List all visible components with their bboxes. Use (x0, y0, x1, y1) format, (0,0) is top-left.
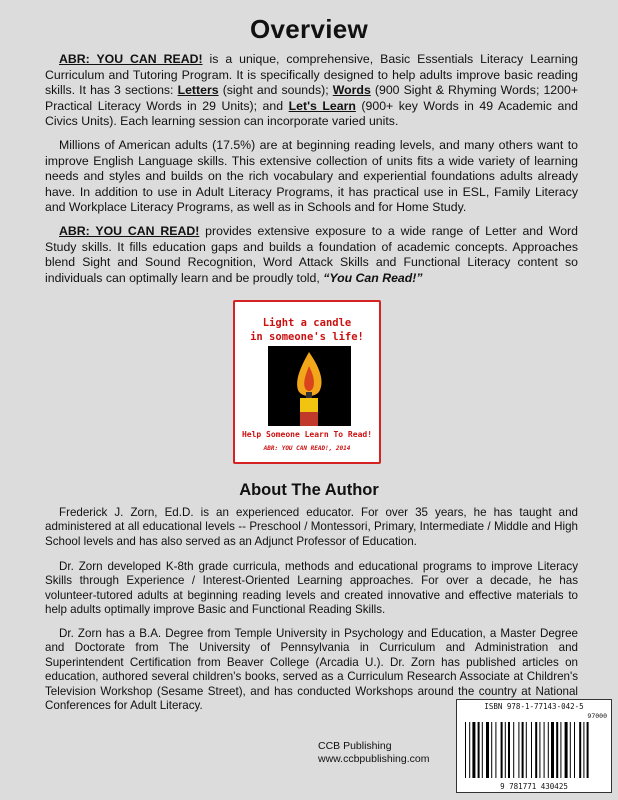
brand-name: ABR: YOU CAN READ! (59, 224, 200, 238)
poster-headline: Light a candle in someone's life! (250, 317, 364, 343)
barcode-bar (583, 722, 584, 778)
barcode-bar (587, 722, 589, 778)
candle-icon (268, 346, 351, 426)
poster-caption: ABR: YOU CAN READ!, 2014 (263, 445, 351, 452)
page-title: Overview (249, 14, 369, 44)
about-paragraph-2: Dr. Zorn developed K-8th grade curricula, methods and educational programs to improve Literacy Skills through Experience / Interest-Oriented Learning approaches. For over a decade, he has volunteer-tutored adults at beginning reading levels and created innovative and effective materials to help adults optimally improve Basic and Functional Reading Skills. (45, 560, 578, 617)
price-code: 97000 (587, 712, 607, 720)
barcode-bar (548, 722, 549, 778)
barcode-bar (526, 722, 527, 778)
barcode-bar (513, 722, 514, 778)
barcode-bar (544, 722, 545, 778)
barcode-bar (518, 722, 519, 778)
isbn-barcode (456, 699, 612, 793)
publisher-info (318, 740, 429, 766)
overview-paragraph-2: Millions of American adults (17.5%) are at beginning reading levels, and many others want to improve English Language skills. This extensive collection of units fits a wide variety of learning needs and styles and builds on the rich vocabulary and experiential foundations adults already have. In addition to use in Adult Literacy Programs, it has practical use in ESL, Family Literacy and Workplace Literacy Programs, as well as in Schools and for Home Study. (45, 138, 578, 215)
barcode-bar (469, 722, 470, 778)
barcode-bar (486, 722, 489, 778)
barcode-bar (472, 722, 475, 778)
section-lets-learn: Let's Learn (288, 98, 356, 113)
publisher-name: CCB Publishing (318, 740, 392, 752)
isbn-text: ISBN 978-1-77143-042-5 (484, 702, 584, 711)
overview-paragraph-3: ABR: YOU CAN READ! provides extensive exposure to a wide range of Letter and Word Study skills. It fills education gaps and builds a foundation of academic concepts. Approaches blend Sight and Sound Recognition, Word Attack Skills and Functional Literacy content so individuals can optimally learn and be proudly told, “You Can Read!” (45, 224, 578, 285)
barcode-bar (539, 722, 540, 778)
about-paragraph-3: Dr. Zorn has a B.A. Degree from Temple University in Psychology and Education, a Master Degree and Doctorate from The University of Pennsylvania in Curriculum and Administration and Superintendent Certification from Beaver College (Arcadia U.). Dr. Zorn has published articles on education, authored several children's books, served as a Curriculum Research Associate at Children's Television Workshop (Sesame Street), and has conducted Workshops around the country at National Conferences for Adult Literacy. (45, 627, 578, 713)
barcode-bar (465, 722, 466, 778)
barcode-bar (565, 722, 568, 778)
barcode-bar (556, 722, 558, 778)
barcode-bar (574, 722, 575, 778)
candle-poster (233, 300, 381, 464)
overview-paragraph-1: ABR: YOU CAN READ! is a unique, comprehensive, Basic Essentials Literacy Learning Curriculum and Tutoring Program. It is specifically designed to help adults improve basic reading skills. It has 3 sections: Letters (sight and sounds); Words (900 Sight & Rhyming Words; 1200+ Practical Literacy Words in 29 Units); and Let's Learn (900+ key Words in 49 Academic and Civics Units). Each learning session can incorporate varied units. (45, 52, 579, 129)
poster-tagline: Help Someone Learn To Read! (241, 430, 373, 439)
barcode-bar (570, 722, 571, 778)
section-letters: Letters (177, 83, 219, 98)
barcode-bars (457, 700, 611, 792)
about-paragraph-1: Frederick J. Zorn, Ed.D. is an experienced educator. For over 35 years, he has taught and administered at all educational levels -- Preschool / Montessori, Primary, Intermediate / Middle and High School levels and has also served as an Adjunct Professor of Education. (45, 506, 578, 548)
about-heading: About The Author (239, 481, 379, 499)
barcode-bar (560, 722, 561, 778)
barcode-bar (482, 722, 483, 778)
section-words: Words (332, 83, 371, 98)
barcode-bar (505, 722, 506, 778)
publisher-url: www.ccbpublishing.com (318, 753, 430, 765)
brand-name: ABR: YOU CAN READ! (59, 52, 203, 66)
barcode-bar (501, 722, 503, 778)
barcode-bar (579, 722, 581, 778)
barcode-bar (508, 722, 510, 778)
barcode-digits: 9 781771 430425 (500, 782, 568, 791)
barcode-bar (522, 722, 524, 778)
barcode-bar (531, 722, 532, 778)
barcode-bar (491, 722, 492, 778)
you-can-read-quote: “You Can Read!” (323, 270, 423, 285)
barcode-bar (551, 722, 554, 778)
candle-panel (268, 346, 351, 426)
barcode-bar (495, 722, 496, 778)
barcode-bar (478, 722, 480, 778)
barcode-bar (535, 722, 537, 778)
